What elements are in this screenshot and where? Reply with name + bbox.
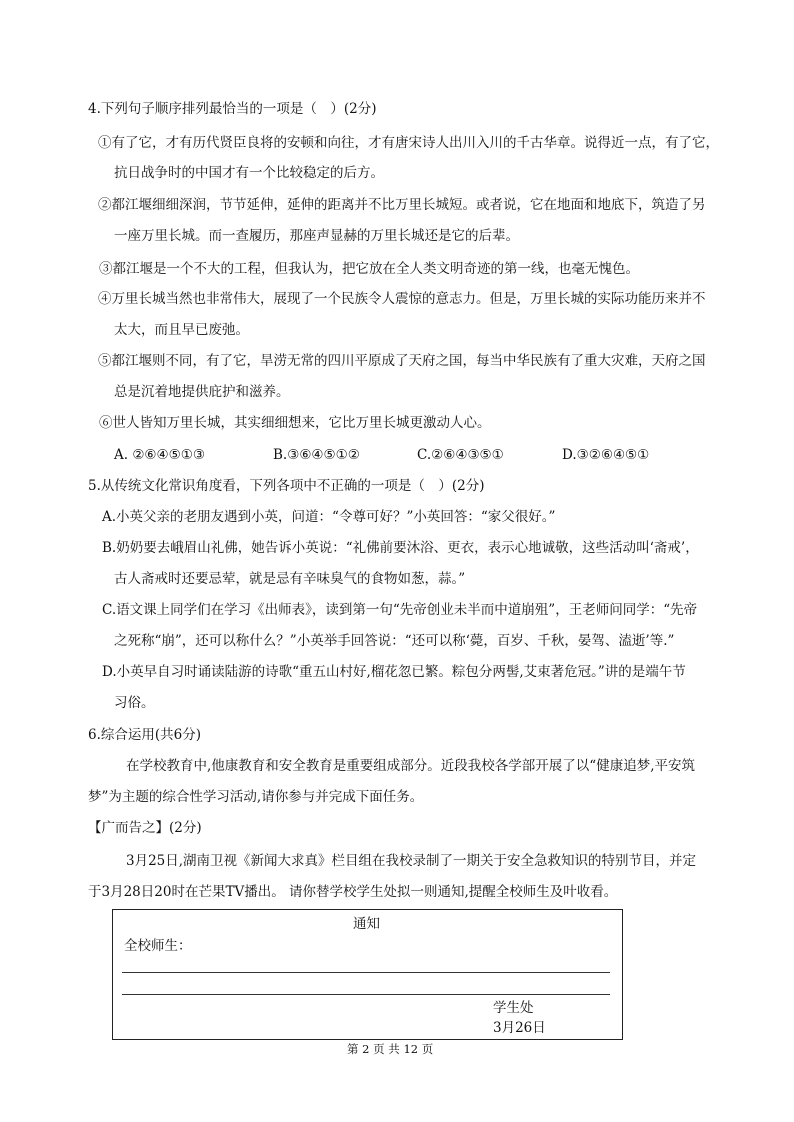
q5-option-d-line-1: D.小英早自习时诵读陆游的诗歌“重五山村好,榴花忽已繁。粽包分两髻,艾束著危冠。”讲的是端午节 xyxy=(102,664,686,680)
question-5-stem: 5.从传统文化常识角度看，下列各项中不正确的一项是（ ）(2分) xyxy=(88,478,485,494)
q4-sentence-5-line-1: ⑤都江堰则不同，有了它，旱涝无常的四川平原成了天府之国，每当中华民族有了重大灾难，天府之国 xyxy=(98,353,706,369)
q6-intro-line-1: 在学校教育中,他康教育和安全教育是重要组成部分。近段我校各学部开展了以“健康追梦,平安筑 xyxy=(126,758,695,774)
q4-sentence-4-line-2: 太大，而且早已废弛。 xyxy=(114,322,249,338)
q6-sub-heading: 【广而告之】(2分) xyxy=(88,820,202,836)
q6-intro-line-2: 梦”为主题的综合性学习活动,请你参与并完成下面任务。 xyxy=(88,789,424,805)
q5-option-b-line-1: B.奶奶要去峨眉山礼佛，她告诉小英说：“礼佛前要沐浴、更衣，表示心地诚敬，这些活动叫‘斋戒’， xyxy=(102,540,699,556)
q4-sentence-3-line-1: ③都江堰是一个不大的工程，但我认为，把它放在全人类文明奇迹的第一线，也毫无愧色。 xyxy=(99,261,639,277)
q4-sentence-1-line-2: 抗日战争时的中国才有一个比较稳定的后方。 xyxy=(114,165,384,181)
q5-option-c-line-1: C.语文课上同学们在学习《出师表》，读到第一句“先帝创业未半而中道崩殂”，王老师问同学：“先帝 xyxy=(102,602,698,618)
q6-task-line-2: 于3月28日20时在芒果TV播出。 请你替学校学生处拟一则通知,提醒全校师生及叶收看。 xyxy=(88,884,618,900)
q5-option-d-line-2: 习俗。 xyxy=(114,695,155,711)
notice-signature: 学生处 xyxy=(493,1000,534,1016)
q5-option-a-line-1: A.小英父亲的老朋友遇到小英，问道：“令尊可好？”小英回答：“家父很好。” xyxy=(102,509,556,525)
q4-option-a: A. ②⑥④⑤①③ xyxy=(114,447,205,463)
question-6-stem: 6.综合运用(共6分) xyxy=(88,727,202,743)
q5-option-c-line-2: 之死称“崩”，还可以称什么？”小英举手回答说：“还可以称‘薨，百岁、千秋，晏驾、溘逝’等.” xyxy=(114,633,675,649)
q6-task-line-1: 3月25日,湖南卫视《新闻大求真》栏目组在我校录制了一期关于安全急救知识的特别节目，并定 xyxy=(126,853,697,869)
q4-option-c: C.②⑥④③⑤① xyxy=(417,447,504,463)
notice-title: 通知 xyxy=(353,916,380,932)
q4-sentence-5-line-2: 总是沉着地提供庇护和滋养。 xyxy=(114,384,290,400)
notice-date: 3月26日 xyxy=(493,1020,546,1036)
q4-sentence-4-line-1: ④万里长城当然也非常伟大，展现了一个民族令人震惊的意志力。但是，万里长城的实际功能历来并不 xyxy=(98,291,706,307)
q4-sentence-6-line-1: ⑥世人皆知万里长城，其实细细想来，它比万里长城更激动人心。 xyxy=(99,415,491,431)
answer-line-2[interactable] xyxy=(122,994,610,995)
page-footer: 第 2 页 共 12 页 xyxy=(347,1042,434,1056)
q4-option-b: B.③⑥④⑤①② xyxy=(273,447,360,463)
notice-salutation: 全校师生： xyxy=(124,938,192,954)
answer-line-1[interactable] xyxy=(122,972,610,973)
q5-option-b-line-2: 古人斋戒时还要忌荤，就是忌有辛味臭气的食物如葱，蒜。” xyxy=(114,571,466,587)
q4-sentence-1-line-1: ①有了它，才有历代贤臣良将的安顿和向往，才有唐宋诗人出川入川的千古华章。说得近一点，有了它， xyxy=(98,135,719,151)
q4-sentence-2-line-1: ②都江堰细细深润，节节延伸，延伸的距离并不比万里长城短。或者说，它在地面和地底下，筑造了另 xyxy=(98,197,706,213)
question-4-stem: 4.下列句子顺序排列最恰当的一项是（ ）(2分) xyxy=(88,101,377,117)
q4-option-d: D.③②⑥④⑤① xyxy=(562,447,650,463)
q4-sentence-2-line-2: 一座万里长城。而一查履历，那座声显赫的万里长城还是它的后辈。 xyxy=(114,228,519,244)
